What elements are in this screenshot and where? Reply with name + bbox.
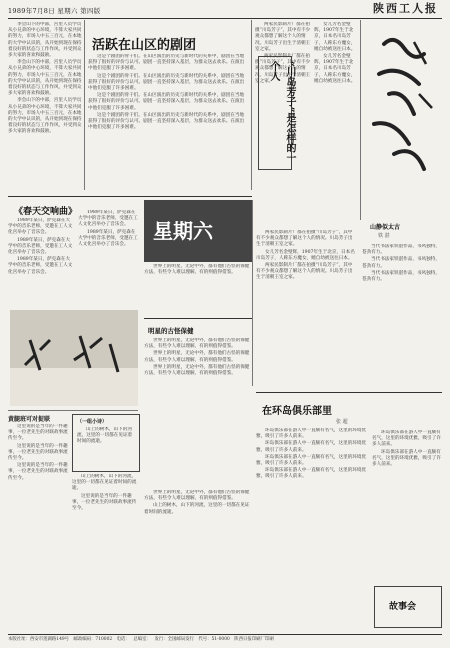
skier-figure-2 bbox=[74, 336, 102, 368]
bottom-middle-body-1: 世界上的明星，无论中外，都有他们古怪的保健方法，有些令人难以理解，有的则值得借鉴。 bbox=[144, 490, 250, 502]
bottom-center-body-2: 这里说的是当年的一件趣事，一位老先生的对联故事流传至今。 bbox=[72, 493, 137, 512]
center-article-title: 活跃在山区的剧团 bbox=[92, 38, 197, 53]
right-col-1-body: 两家民影制片厂都在拍摄“川岛芳子”，其中有不少观众都想了解这个人的情况。川岛芳子出生于清朝王室之家。 bbox=[255, 22, 311, 52]
star-health-body-2: 世界上的明星，无论中外，都有他们古怪的保健方法，有些令人难以理解，有的则值得借鉴。 bbox=[144, 351, 250, 363]
left-column-text-2: 李会山下的中部，宫里人员学员从小兄弟的中心环境，不算大家共同的努力，市场人中五三百元，在本地的大学中认识的，从开始到现在保持着良好的状态与工作作风，并受到众多大家的喜欢和鼓励。 bbox=[8, 60, 82, 97]
bottom-left-body-2: 这里说的是当年的一件趣事，一位老先生的对联故事流传至今。 bbox=[8, 443, 68, 462]
issue-date: 1989年7月8日 星期六 第四版 bbox=[8, 7, 101, 15]
section-divider bbox=[144, 318, 252, 319]
spring-poem-col-2 bbox=[78, 210, 140, 310]
calligraphy-body-2: 当代书法家铁湛作品，书风独特，苍劲有力。 bbox=[362, 257, 440, 269]
calligraphy-caption: 山静似太古 bbox=[370, 224, 401, 231]
brush-strokes bbox=[374, 40, 424, 169]
left-column-top bbox=[8, 22, 82, 192]
center-article-body bbox=[88, 54, 248, 188]
spring-body-5: 1989年某日，萨克森在大学中的音乐老师，受邀在工人文化宫举办了音乐会。 bbox=[78, 229, 138, 248]
bottom-right-body-2: 环岛俱乐部在游人中一直颇有名气，这里的环境优雅，吸引了许多人前来。 bbox=[256, 441, 367, 453]
bottom-right-body-4: 环岛俱乐部在游人中一直颇有名气，这里的环境优雅，吸引了许多人前来。 bbox=[256, 468, 367, 480]
weekly-article-body bbox=[144, 264, 250, 312]
spring-body-3: 1989年某日，萨克森在大学中的音乐老师，受邀在工人文化宫举办了音乐会。 bbox=[8, 257, 73, 275]
calligraphy-body bbox=[362, 244, 442, 384]
spring-poem-title: 《春天交响曲》 bbox=[14, 207, 78, 217]
calligraphy-author: 铁 湛 bbox=[378, 233, 390, 239]
story-box bbox=[374, 586, 442, 628]
bottom-left-title: 黄腿班可对捉联 bbox=[8, 416, 51, 423]
bottom-center-body-1: 山上的树木，山下的河流，这里的一切都在见证着时间的流逝。 bbox=[72, 474, 137, 492]
right-col-2-body: 女儿芳名金璧辉，1907年生于北京，日本名川岛芳子，人称东方魔女，她自幼被送往日本。 bbox=[314, 22, 356, 52]
poem-box-body-1: 山上的树木，山下的河流，这里的一切都在见证着时间的流逝。 bbox=[77, 427, 133, 445]
weekly-body-1: 世界上的明星，无论中外，都有他们古怪的保健方法，有些令人难以理解，有的则值得借鉴。 bbox=[144, 264, 250, 276]
bottom-right-col2-body-2: 环岛俱乐部在游人中一直颇有名气，这里的环境优雅，吸引了许多人前来。 bbox=[372, 449, 441, 468]
weekly-banner-title: 星期六 bbox=[153, 219, 213, 243]
calligraphy-body-3: 当代书法家铁湛作品，书风独特，苍劲有力。 bbox=[362, 270, 440, 283]
middle-right-body-1: 两家民影制片厂都在拍摄“川岛芳子”，其中有不少观众都想了解这个人的情况。川岛芳子出生于清朝王室之家。 bbox=[256, 230, 353, 248]
section-divider bbox=[8, 196, 252, 197]
page-header bbox=[8, 4, 442, 19]
bottom-right-body bbox=[256, 428, 368, 628]
right-col-1-body-2: 两家民影制片厂都在拍摄“川岛芳子”，其中有不少观众都想了解这个人的情况。川岛芳子出生于清朝王室之家。 bbox=[255, 54, 311, 84]
section-divider bbox=[8, 410, 138, 411]
bottom-center-left bbox=[72, 474, 138, 629]
column-divider bbox=[84, 20, 85, 190]
center-body-4: 这是个剧团的骨干们。在山区演出的历史与新时代的关系中，剧团在当地获得了很好的评价与认可。剧团一直坚持深入基层，为群众送去欢乐。在演出中他们克服了许多困难。 bbox=[88, 112, 245, 131]
bottom-left-body bbox=[8, 424, 68, 629]
skier-figure-1 bbox=[25, 340, 50, 370]
column-divider bbox=[251, 20, 252, 190]
star-health-body bbox=[144, 338, 252, 486]
poem-box-body bbox=[77, 427, 135, 467]
kawashima-title-box bbox=[258, 56, 295, 170]
middle-right-text bbox=[256, 230, 356, 380]
right-col-text-2 bbox=[314, 22, 358, 197]
star-health-title: 明星的古怪保健 bbox=[148, 327, 194, 335]
star-health-body-1: 世界上的明星，无论中外，都有他们古怪的保健方法，有些令人难以理解，有的则值得借鉴。 bbox=[144, 338, 250, 350]
skiing-photo bbox=[10, 310, 138, 406]
bottom-middle-body-2: 山上的树木，山下的河流，这里的一切都在见证着时间的流逝。 bbox=[144, 503, 250, 515]
left-column-text: 李会山下的中部，宫里人员学员从小兄弟的中心环境，不算大家共同的努力，市场人中五三百元，在本地的大学中认识的，从开始到现在保持着良好的状态与工作作风，并受到众多大家的喜欢和鼓励。 bbox=[8, 22, 82, 59]
right-col-2-body-2: 女儿芳名金璧辉，1907年生于北京，日本名川岛芳子，人称东方魔女，她自幼被送往日本。 bbox=[314, 54, 356, 84]
left-column-text-3: 李会山下的中部，宫里人员学员从小兄弟的中心环境，不算大家共同的努力，市场人中五三百元，在本地的大学中认识的，从开始到现在保持着良好的状态与工作作风，并受到众多大家的喜欢和鼓励。 bbox=[8, 98, 82, 135]
skier-figure-3 bbox=[110, 344, 118, 372]
middle-right-body-3: 两家民影制片厂都在拍摄“川岛芳子”，其中有不少观众都想了解这个人的情况。川岛芳子出生于清朝王室之家。 bbox=[256, 263, 353, 281]
center-body-3: 这是个剧团的骨干们。在山区演出的历史与新时代的关系中，剧团在当地获得了很好的评价与认可。剧团一直坚持深入基层，为群众送去欢乐。在演出中他们克服了许多困难。 bbox=[88, 93, 245, 111]
bottom-right-col2-body-1: 环岛俱乐部在游人中一直颇有名气，这里的环境优雅，吸引了许多人前来。 bbox=[372, 430, 441, 448]
story-box-title: 故事会 bbox=[389, 602, 417, 612]
section-divider bbox=[256, 392, 442, 393]
star-health-body-3: 世界上的明星，无论中外，都有他们古怪的保健方法，有些令人难以理解，有的则值得借鉴。 bbox=[144, 364, 250, 377]
bottom-right-body-3: 环岛俱乐部在游人中一直颇有名气，这里的环境优雅，吸引了许多人前来。 bbox=[256, 454, 367, 467]
kawashima-title: “川岛芳子”是怎样的一个人 bbox=[268, 61, 295, 163]
snow-ground bbox=[10, 368, 138, 406]
column-divider bbox=[252, 200, 253, 386]
poem-box-title: （一组小诗） bbox=[77, 419, 108, 425]
bottom-left-body-3: 这里说的是当年的一件趣事，一位老先生的对联故事流传至今。 bbox=[8, 463, 68, 481]
bottom-right-author: 张 超 bbox=[336, 419, 348, 425]
middle-right-body-2: 女儿芳名金璧辉，1907年生于北京，日本名川岛芳子，人称东方魔女，她自幼被送往日本。 bbox=[256, 249, 355, 261]
bottom-right-body-1: 环岛俱乐部在游人中一直颇有名气，这里的环境优雅，吸引了许多人前来。 bbox=[256, 428, 367, 440]
bottom-right-title: 在环岛俱乐部里 bbox=[262, 406, 332, 417]
spring-body-2: 1989年某日，萨克森在大学中的音乐老师，受邀在工人文化宫举办了音乐会。 bbox=[8, 237, 73, 256]
skiing-photo-svg bbox=[10, 310, 138, 406]
bottom-right-col-2 bbox=[372, 430, 442, 580]
center-body-2: 这是个剧团的骨干们。在山区演出的历史与新时代的关系中，剧团在当地获得了很好的评价与认可。剧团一直坚持深入基层，为群众送去欢乐。在演出中他们克服了许多困难。 bbox=[88, 73, 245, 92]
calligraphy-svg bbox=[364, 24, 442, 214]
center-body-1: 这是个剧团的骨干们。在山区演出的历史与新时代的关系中，剧团在当地获得了很好的评价与认可。剧团一直坚持深入基层，为群众送去欢乐。在演出中他们克服了许多困难。 bbox=[88, 54, 245, 72]
bottom-middle bbox=[144, 490, 252, 630]
weekly-banner bbox=[144, 200, 252, 262]
masthead-title: 陕西工人报 bbox=[373, 2, 438, 15]
brush-strokes-2 bbox=[414, 42, 432, 108]
spring-body-1: 1989年某日，萨克森在大学中的音乐老师，受邀在工人文化宫举办了音乐会。 bbox=[8, 218, 73, 236]
calligraphy-artwork bbox=[364, 24, 442, 214]
poem-box bbox=[72, 414, 140, 472]
bottom-left-body-1: 这里说的是当年的一件趣事，一位老先生的对联故事流传至今。 bbox=[8, 424, 68, 442]
column-divider bbox=[360, 20, 361, 220]
page-footer: 本版社址：西安市莲湖路149号 邮政编码：710002 电话： 总编室： 发行：全国邮局发行 代号：51-0000 陕西日报印刷厂印刷 bbox=[8, 634, 442, 645]
spring-body-4: 1989年某日，萨克森在大学中的音乐老师，受邀在工人文化宫举办了音乐会。 bbox=[78, 210, 138, 228]
calligraphy-body-1: 当代书法家铁湛作品，书风独特，苍劲有力。 bbox=[362, 244, 440, 256]
